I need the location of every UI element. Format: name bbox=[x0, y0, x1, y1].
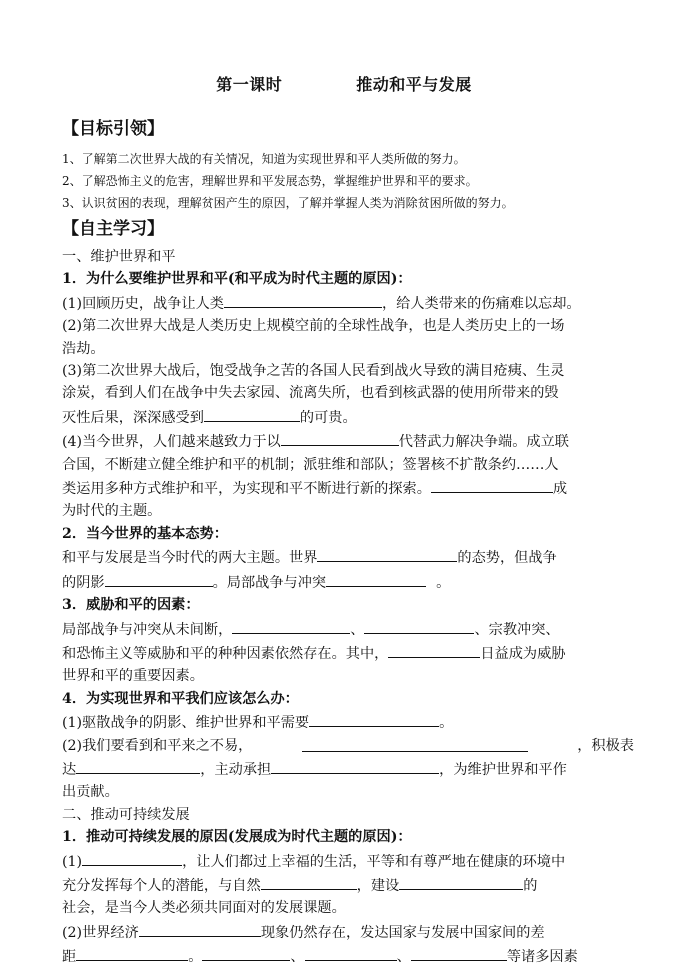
answer-blank[interactable] bbox=[431, 476, 553, 493]
p2-q1-line4: (2)世界经济 现象仍然存在，发达国家与发展中国家间的差 bbox=[62, 920, 634, 944]
q3-label: 3．威胁和平的因素： bbox=[62, 597, 200, 614]
goals-list bbox=[62, 148, 642, 214]
q1-p4: (4)当今世界，人们越来越致力于以 代替武力解决争端。成立联 bbox=[62, 429, 634, 453]
p2-q1-line2: 充分发挥每个人的潜能，与自然 ，建设 的 bbox=[62, 873, 634, 897]
q4-line3: 达 ，主动承担 ，为维护世界和平作 bbox=[62, 757, 634, 781]
q1-p2: (2)第二次世界大战是人类历史上规模空前的全球性战争，也是人类历史上的一场 bbox=[62, 318, 565, 335]
answer-blank[interactable] bbox=[305, 944, 397, 961]
answer-blank[interactable] bbox=[204, 405, 300, 422]
q2-label: 2．当今世界的基本态势： bbox=[62, 525, 228, 542]
q4-line4: 出贡献。 bbox=[62, 784, 119, 801]
answer-blank[interactable] bbox=[399, 873, 523, 890]
answer-blank[interactable] bbox=[271, 757, 439, 774]
answer-blank[interactable] bbox=[309, 710, 439, 727]
q1-p2-cont: 浩劫。 bbox=[62, 340, 105, 357]
answer-blank[interactable] bbox=[281, 429, 399, 446]
part2-title: 二、推动可持续发展 bbox=[62, 806, 190, 823]
p2-q1-line3: 社会，是当今人类必须共同面对的发展课题。 bbox=[62, 900, 346, 917]
answer-blank[interactable] bbox=[302, 735, 528, 752]
q1-p3: (3)第二次世界大战后，饱受战争之苦的各国人民看到战火导致的满目疮痍、生灵 bbox=[62, 363, 565, 380]
lesson-topic: 推动和平与发展 bbox=[356, 75, 472, 94]
p2-q1-line5: 距 。 、 、 等诸多因素 bbox=[62, 944, 634, 968]
q4-line2: (2)我们要看到和平来之不易， ，积极表 bbox=[62, 735, 634, 757]
goal-item: 3、认识贫困的表现，理解贫困产生的原因，了解并掌握人类为消除贫困所做的努力。 bbox=[62, 196, 514, 210]
answer-blank[interactable] bbox=[224, 291, 382, 308]
study-heading: 【自主学习】 bbox=[62, 219, 164, 239]
answer-blank[interactable] bbox=[364, 617, 474, 634]
answer-blank[interactable] bbox=[105, 570, 213, 587]
q3-line3: 世界和平的重要因素。 bbox=[62, 668, 204, 685]
lesson-label: 第一课时 bbox=[216, 75, 283, 94]
p2-q1-label: 1．推动可持续发展的原因(发展成为时代主题的原因)： bbox=[62, 829, 412, 846]
q1-p3-end: 灭性后果，深深感受到 的可贵。 bbox=[62, 405, 634, 429]
q2-line1: 和平与发展是当今时代的两大主题。世界 的态势，但战争 bbox=[62, 545, 634, 569]
answer-blank[interactable] bbox=[388, 641, 480, 658]
answer-blank[interactable] bbox=[82, 849, 182, 866]
q1-p4-cont2: 类运用多种方式维护和平，为实现和平不断进行新的探索。 成 bbox=[62, 476, 634, 500]
page-title bbox=[0, 72, 688, 95]
answer-blank[interactable] bbox=[202, 944, 290, 961]
answer-blank[interactable] bbox=[76, 757, 200, 774]
answer-blank[interactable] bbox=[139, 920, 261, 937]
goal-item: 1、了解第二次世界大战的有关情况，知道为实现世界和平人类所做的努力。 bbox=[62, 152, 466, 166]
part1-title: 一、维护世界和平 bbox=[62, 249, 176, 265]
q4-line1: (1)驱散战争的阴影、维护世界和平需要 。 bbox=[62, 710, 634, 734]
q1-p1: (1)回顾历史，战争让人类 ，给人类带来的伤痛难以忘却。 bbox=[62, 291, 634, 315]
q1-p4-end: 为时代的主题。 bbox=[62, 503, 162, 520]
answer-blank[interactable] bbox=[411, 944, 507, 961]
q3-line2: 和恐怖主义等威胁和平的种种因素依然存在。其中， 日益成为威胁 bbox=[62, 641, 634, 665]
q1-p3-cont: 涂炭，看到人们在战争中失去家园、流离失所，也看到核武器的使用所带来的毁 bbox=[62, 385, 559, 402]
answer-blank[interactable] bbox=[76, 944, 188, 961]
answer-blank[interactable] bbox=[326, 570, 426, 587]
q4-label: 4．为实现世界和平我们应该怎么办： bbox=[62, 690, 299, 707]
answer-blank[interactable] bbox=[261, 873, 357, 890]
goals-heading: 【目标引领】 bbox=[62, 119, 164, 139]
p2-q1-line1: (1) ，让人们都过上幸福的生活，平等和有尊严地在健康的环境中 bbox=[62, 849, 634, 873]
answer-blank[interactable] bbox=[317, 545, 457, 562]
q3-line1: 局部战争与冲突从未间断， 、 、宗教冲突、 bbox=[62, 617, 634, 641]
q2-line2: 的阴影 。局部战争与冲突 。 bbox=[62, 570, 634, 594]
answer-blank[interactable] bbox=[232, 617, 350, 634]
study-body bbox=[62, 246, 634, 969]
q1-p4-cont: 合国，不断建立健全维护和平的机制；派驻维和部队；签署核不扩散条约……人 bbox=[62, 456, 559, 473]
goal-item: 2、了解恐怖主义的危害，理解世界和平发展态势，掌握维护世界和平的要求。 bbox=[62, 174, 478, 188]
q1-label: 1．为什么要维护世界和平(和平成为时代主题的原因)： bbox=[62, 271, 412, 288]
